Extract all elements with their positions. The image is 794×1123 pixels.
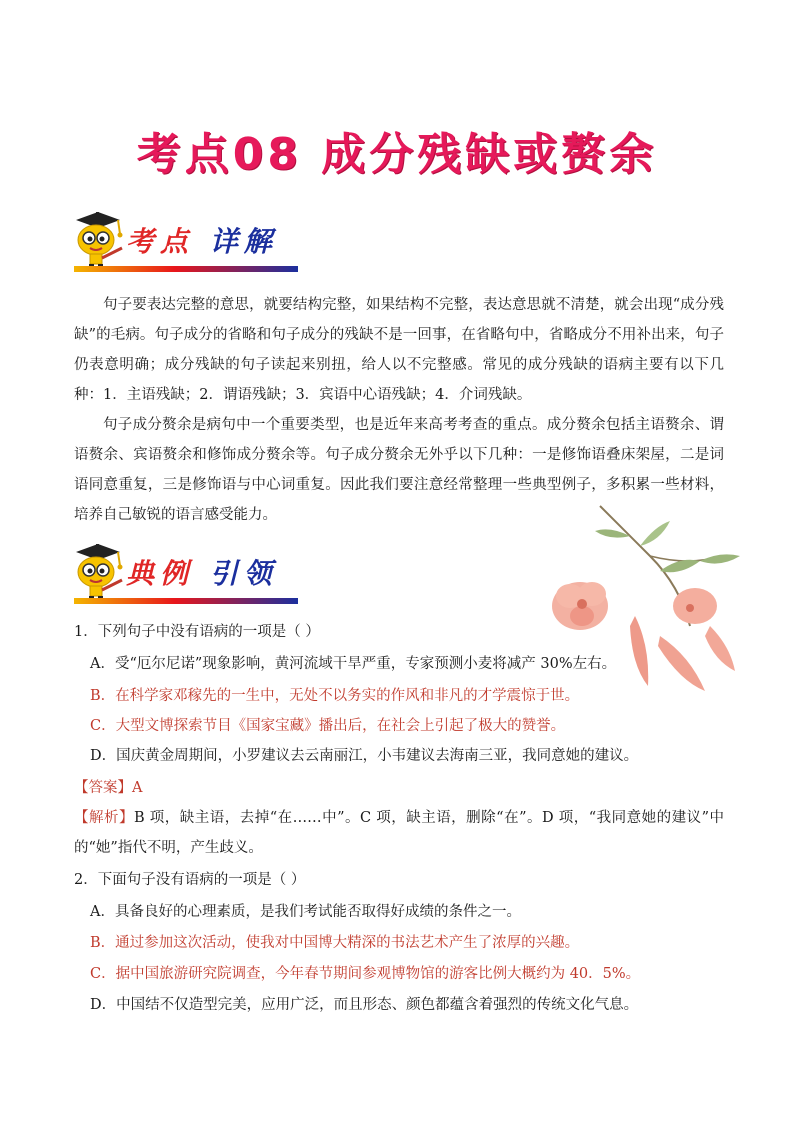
section-underline: [74, 266, 298, 272]
section-title: [126, 552, 278, 592]
section-header-examples: [68, 540, 298, 604]
section-title-part-b: 详解: [209, 225, 278, 258]
intro-paragraph-2: 句子成分赘余是病句中一个重要类型，也是近年来高考考查的重点。成分赘余包括主语赘余、谓语赘余、宾语赘余和修饰成分赘余等。句子成分赘余无外乎以下几种：一是修饰语叠床架屋，二是词语同意重复，三是修饰语与中心词重复。因此我们要注意经常整理一些典型例子，多积累一些材料，培养自己敏锐的语言感受能力。: [74, 417, 724, 523]
section-title-part-a: 典例: [126, 557, 195, 590]
graduate-mascot-icon: [68, 208, 124, 270]
question-2-option-a: A．具备良好的心理素质，是我们考试能否取得好成绩的条件之一。: [90, 904, 521, 920]
question-2-stem: 2．下面句子没有语病的一项是（ ）: [74, 872, 306, 888]
section-title: [126, 220, 278, 260]
question-2-option-b: B．通过参加这次活动，使我对中国博大精深的书法艺术产生了浓厚的兴趣。: [90, 935, 580, 951]
question-2-option-d: D．中国结不仅造型完美，应用广泛，而且形态、颜色都蕴含着强烈的传统文化气息。: [90, 997, 639, 1013]
analysis-text: B 项，缺主语，去掉“在……中”。C 项，缺主语，删除“在”。D 项，“我同意她的建议”中的“她”指代不明，产生歧义。: [74, 810, 724, 856]
section-title-part-b: 引领: [209, 557, 278, 590]
analysis-tag: 【解析】: [74, 810, 134, 826]
section-header-explanation: [68, 208, 298, 272]
section-underline: [74, 598, 298, 604]
question-1-option-d: D．国庆黄金周期间，小罗建议去云南丽江，小韦建议去海南三亚，我同意她的建议。: [90, 748, 639, 764]
page-title: 考点08 成分残缺或赘余: [136, 129, 658, 180]
graduate-mascot-icon: [68, 540, 124, 602]
intro-paragraph-1: 句子要表达完整的意思，就要结构完整，如果结构不完整，表达意思就不清楚，就会出现“成分残缺”的毛病。句子成分的省略和句子成分的残缺不是一回事，在省略句中，省略成分不用补出来，句子仍表意明确；成分残缺的句子读起来别扭，给人以不完整感。常见的成分残缺的语病主要有以下几种：1．主语残缺；2．谓语残缺；3．宾语中心语残缺；4．介词残缺。: [74, 297, 724, 403]
question-1-answer: [74, 778, 142, 798]
answer-tag: 【答案】: [74, 780, 132, 796]
question-1-analysis: [74, 803, 724, 863]
question-1-stem: 1．下列句子中没有语病的一项是（ ）: [74, 624, 320, 640]
question-1-option-b: B．在科学家邓稼先的一生中，无处不以务实的作风和非凡的才学震惊于世。: [90, 688, 580, 704]
question-2-option-c: C．据中国旅游研究院调查，今年春节期间参观博物馆的游客比例大概约为 40．5%。: [90, 966, 641, 982]
question-1-option-c: C．大型文博探索节目《国家宝藏》播出后，在社会上引起了极大的赞誉。: [90, 718, 566, 734]
answer-value: A: [132, 780, 143, 796]
question-1-option-a: A．受“厄尔尼诺”现象影响，黄河流域干旱严重，专家预测小麦将减产 30%左右。: [90, 656, 617, 672]
section-title-part-a: 考点: [126, 225, 195, 258]
